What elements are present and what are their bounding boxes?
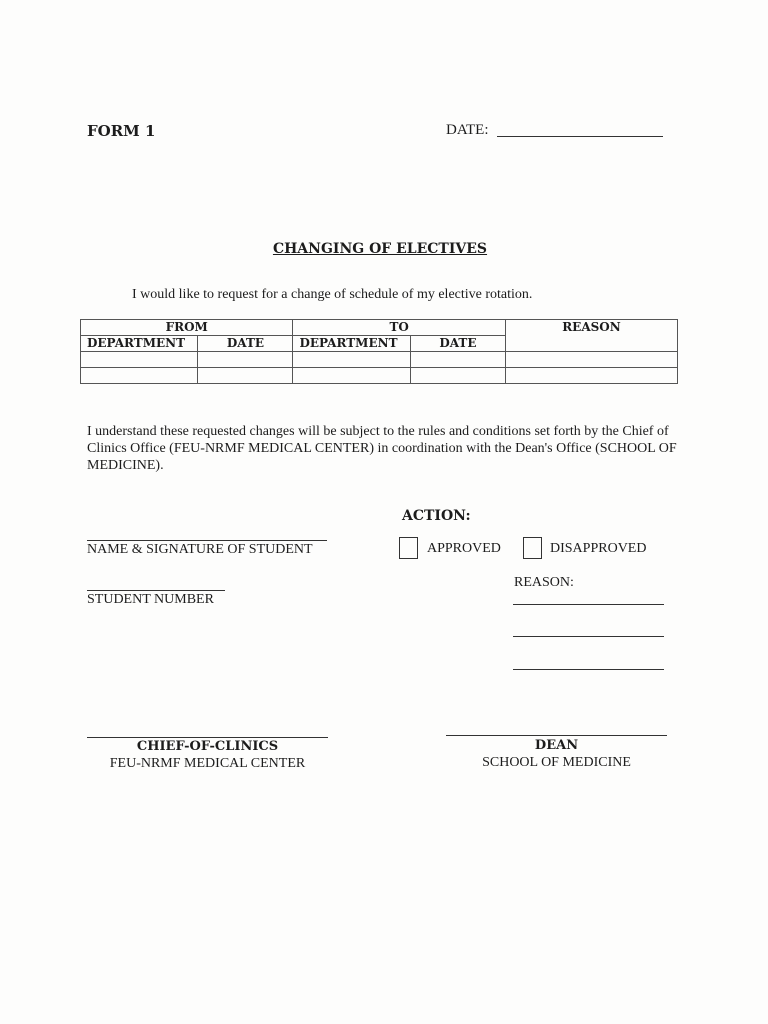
date-field-line[interactable] bbox=[497, 136, 663, 137]
cell-to-date[interactable] bbox=[410, 352, 505, 368]
reason-line[interactable] bbox=[513, 604, 664, 605]
chief-signature-line[interactable] bbox=[87, 737, 328, 738]
dean-organization: SCHOOL OF MEDICINE bbox=[482, 755, 631, 770]
terms-paragraph: I understand these requested changes will be subject to the rules and conditions set forth by the Chief of Clinics Office (FEU-NRMF MEDICAL CENTER) in coordination with the Dean's Office (SCHOOL OF MEDICINE). bbox=[87, 424, 677, 473]
cell-to-date[interactable] bbox=[410, 368, 505, 384]
student-name-label: NAME & SIGNATURE OF STUDENT bbox=[87, 542, 313, 557]
header-to-department: DEPARTMENT bbox=[293, 336, 410, 352]
approved-checkbox[interactable] bbox=[399, 537, 418, 559]
chief-title: CHIEF-OF-CLINICS bbox=[136, 739, 279, 754]
table-group-header-row bbox=[81, 320, 678, 336]
intro-text: I would like to request for a change of schedule of my elective rotation. bbox=[132, 287, 533, 302]
table-row bbox=[81, 352, 678, 368]
cell-from-date[interactable] bbox=[198, 368, 293, 384]
header-from-department: DEPARTMENT bbox=[81, 336, 198, 352]
form-title: CHANGING OF ELECTIVES bbox=[272, 241, 488, 257]
cell-reason[interactable] bbox=[505, 352, 677, 368]
student-number-line[interactable] bbox=[87, 590, 225, 591]
reason-label: REASON: bbox=[514, 575, 574, 590]
approved-label: APPROVED bbox=[427, 541, 501, 556]
cell-reason[interactable] bbox=[505, 368, 677, 384]
student-signature-line[interactable] bbox=[87, 540, 327, 541]
dean-title: DEAN bbox=[534, 738, 579, 753]
action-label: ACTION: bbox=[402, 508, 471, 524]
reason-line[interactable] bbox=[513, 636, 664, 637]
form-number: FORM 1 bbox=[87, 122, 156, 140]
cell-from-date[interactable] bbox=[198, 352, 293, 368]
dean-signature-line[interactable] bbox=[446, 735, 667, 736]
header-from: FROM bbox=[81, 320, 293, 336]
disapproved-label: DISAPPROVED bbox=[550, 541, 647, 556]
student-number-label: STUDENT NUMBER bbox=[87, 592, 214, 607]
reason-line[interactable] bbox=[513, 669, 664, 670]
header-to: TO bbox=[293, 320, 505, 336]
request-table bbox=[80, 319, 678, 384]
cell-to-department[interactable] bbox=[293, 368, 410, 384]
cell-from-department[interactable] bbox=[81, 352, 198, 368]
cell-from-department[interactable] bbox=[81, 368, 198, 384]
header-to-date: DATE bbox=[410, 336, 505, 352]
chief-organization: FEU-NRMF MEDICAL CENTER bbox=[109, 756, 306, 771]
header-from-date: DATE bbox=[198, 336, 293, 352]
cell-to-department[interactable] bbox=[293, 352, 410, 368]
table-row bbox=[81, 368, 678, 384]
header-reason: REASON bbox=[505, 320, 677, 352]
date-label: DATE: bbox=[446, 122, 489, 138]
disapproved-checkbox[interactable] bbox=[523, 537, 542, 559]
